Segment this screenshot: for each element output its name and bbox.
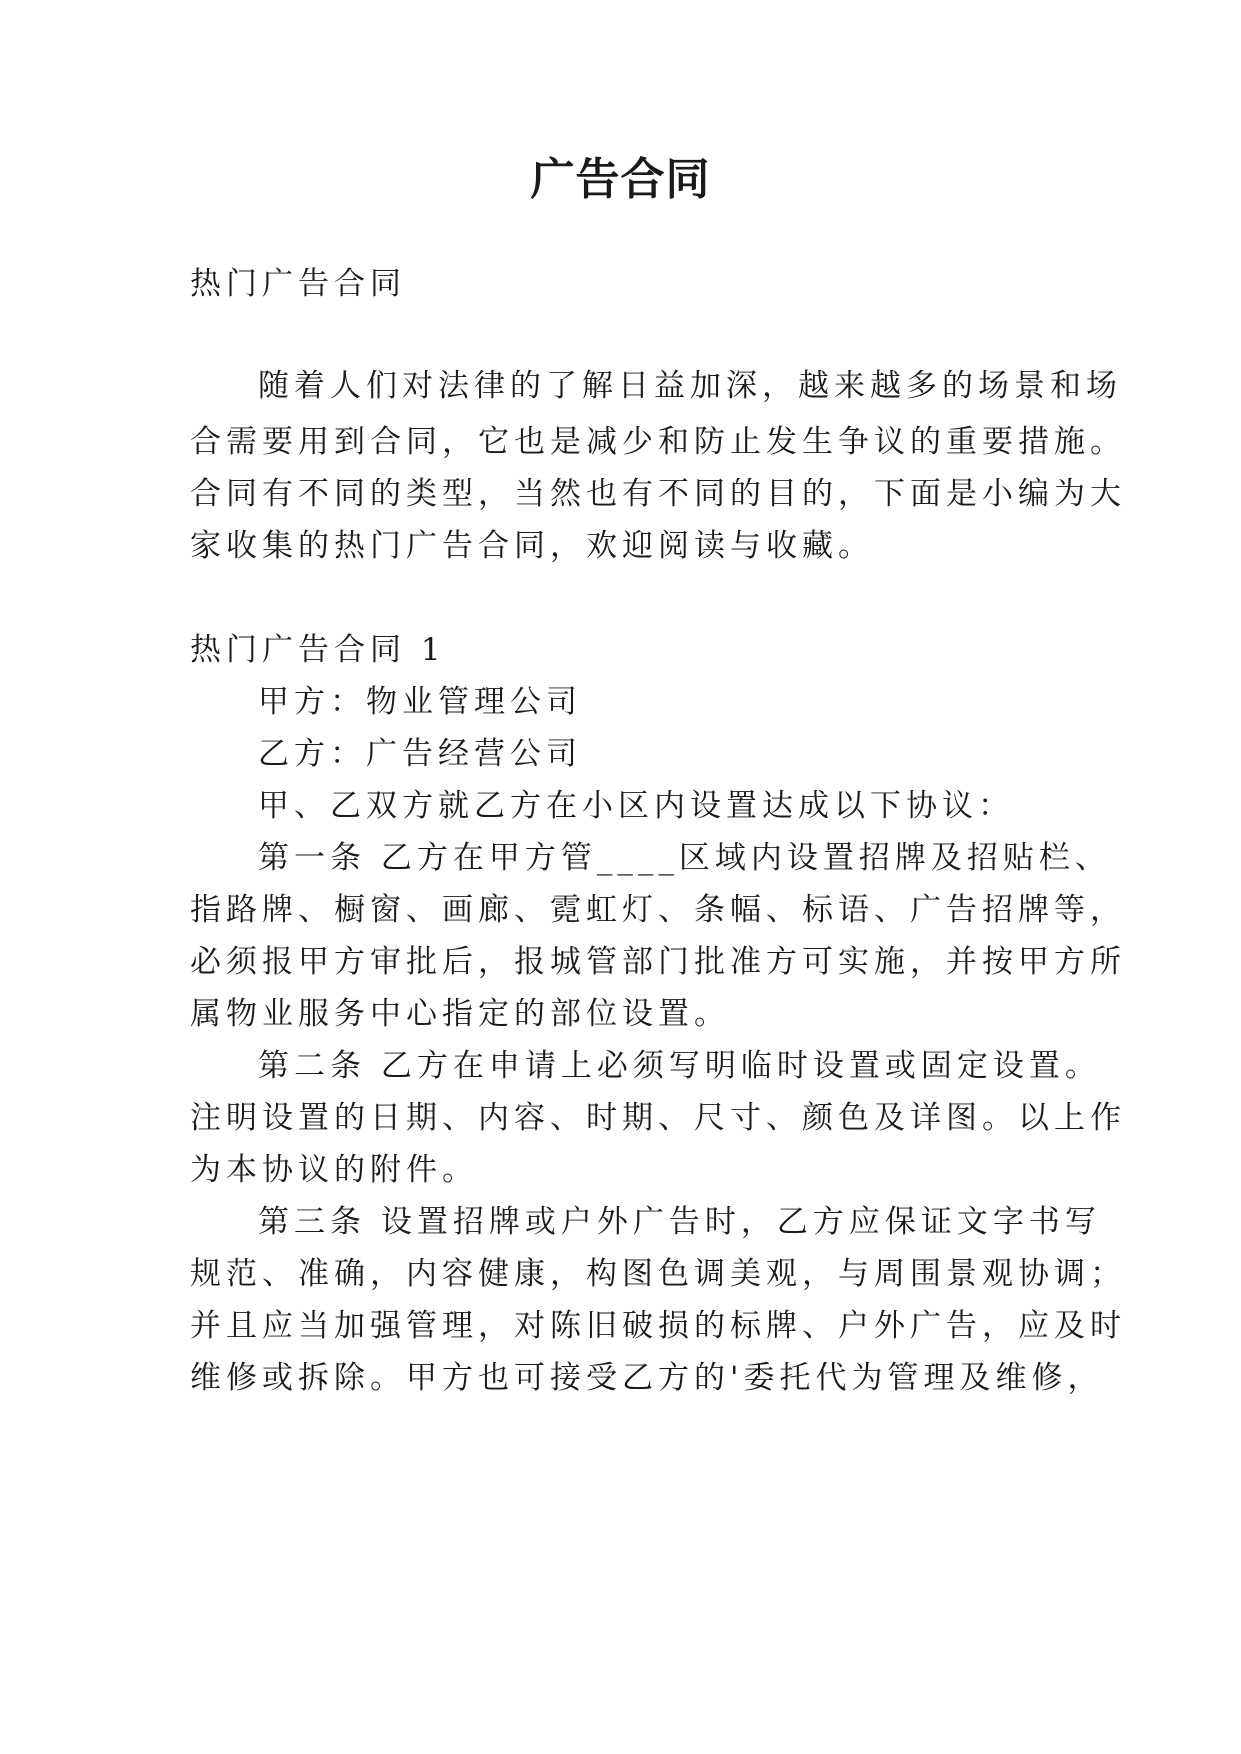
party-b-line: 乙方：广告经营公司 — [258, 736, 582, 772]
party-a-line: 甲方：物业管理公司 — [258, 684, 582, 720]
intro-line-3: 合同有不同的类型，当然也有不同的目的，下面是小编为大 — [190, 476, 1126, 512]
agreement-intro-line: 甲、乙双方就乙方在小区内设置达成以下协议： — [258, 788, 1014, 824]
article2-line-3: 为本协议的附件。 — [190, 1152, 478, 1188]
article3-line-3: 并且应当加强管理，对陈旧破损的标牌、户外广告，应及时 — [190, 1308, 1126, 1344]
intro-line-2: 合需要用到合同，它也是减少和防止发生争议的重要措施。 — [190, 424, 1126, 460]
article2-line-2: 注明设置的日期、内容、时期、尺寸、颜色及详图。以上作 — [190, 1100, 1126, 1136]
document-title: 广告合同 — [530, 154, 711, 205]
document-subtitle: 热门广告合同 — [190, 266, 406, 302]
article2-line-1: 第二条 乙方在申请上必须写明临时设置或固定设置。 — [258, 1048, 1101, 1084]
article1-line-1: 第一条 乙方在甲方管____区域内设置招牌及招贴栏、 — [258, 840, 1111, 876]
article1-line-3: 必须报甲方审批后，报城管部门批准方可实施，并按甲方所 — [190, 944, 1126, 980]
article1-line-4: 属物业服务中心指定的部位设置。 — [190, 996, 730, 1032]
article3-line-1: 第三条 设置招牌或户外广告时，乙方应保证文字书写 — [258, 1204, 1101, 1240]
intro-line-1: 随着人们对法律的了解日益加深，越来越多的场景和场 — [258, 368, 1122, 404]
article3-line-2: 规范、准确，内容健康，构图色调美观，与周围景观协调； — [190, 1256, 1126, 1292]
article1-line-2: 指路牌、橱窗、画廊、霓虹灯、条幅、标语、广告招牌等， — [190, 892, 1126, 928]
section-heading: 热门广告合同 1 — [190, 632, 446, 668]
intro-line-4: 家收集的热门广告合同，欢迎阅读与收藏。 — [190, 528, 874, 564]
article3-line-4: 维修或拆除。甲方也可接受乙方的'委托代为管理及维修， — [190, 1360, 1104, 1396]
